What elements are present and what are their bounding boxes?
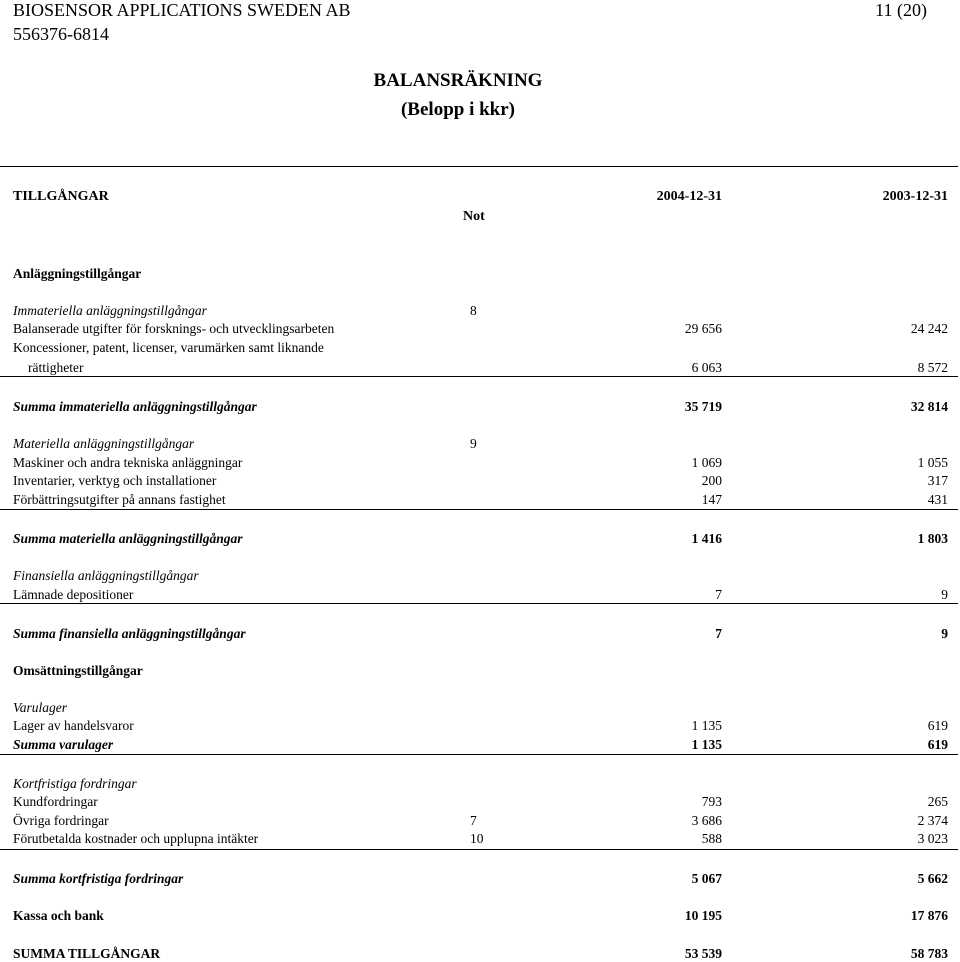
table-row (0, 718, 960, 734)
page-number: 11 (20) (875, 0, 927, 20)
header-divider (0, 166, 958, 167)
subtotal-rule (0, 509, 958, 510)
row-label: Summa immateriella anläggningstillgångar (13, 399, 257, 414)
row-label: Kassa och bank (13, 908, 104, 923)
row-value-2003: 2 374 (917, 813, 948, 828)
row-value-2003: 619 (927, 718, 948, 733)
row-label: Övriga fordringar (13, 813, 109, 828)
row-label: Förbättringsutgifter på annans fastighet (13, 492, 226, 507)
table-row (0, 340, 960, 356)
row-value-2003: 317 (927, 473, 948, 488)
row-label: Materiella anläggningstillgångar (13, 436, 195, 451)
row-value-2003: 1 055 (917, 455, 948, 470)
row-value-2003: 58 783 (910, 946, 948, 961)
row-label: Lager av handelsvaror (13, 718, 134, 733)
row-label: Summa materiella anläggningstillgångar (13, 531, 243, 546)
row-note: 10 (470, 831, 484, 846)
row-value-2003: 24 242 (910, 321, 948, 336)
table-row (0, 321, 960, 337)
row-label: Finansiella anläggningstillgångar (13, 568, 199, 583)
table-row (0, 626, 960, 642)
row-value-2003: 431 (927, 492, 948, 507)
row-note: 9 (470, 436, 477, 451)
table-row (0, 776, 960, 792)
row-label: Kundfordringar (13, 794, 98, 809)
row-value-2004: 147 (701, 492, 722, 507)
row-value-2004: 7 (715, 626, 722, 641)
column-header-date2: 2003-12-31 (882, 189, 948, 204)
table-row (0, 813, 960, 829)
row-value-2003: 265 (927, 794, 948, 809)
row-value-2004: 29 656 (684, 321, 722, 336)
row-value-2004: 1 135 (691, 718, 722, 733)
row-label: Summa finansiella anläggningstillgångar (13, 626, 246, 641)
row-label: SUMMA TILLGÅNGAR (13, 946, 161, 961)
table-row (0, 303, 960, 319)
table-row (0, 587, 960, 603)
row-value-2003: 1 803 (917, 531, 948, 546)
row-label: Summa kortfristiga fordringar (13, 871, 184, 886)
row-value-2003: 9 (941, 626, 948, 641)
company-name: BIOSENSOR APPLICATIONS SWEDEN AB (13, 0, 351, 20)
subtotal-rule (0, 754, 958, 755)
row-label: Koncessioner, patent, licenser, varumärken samt liknande (13, 340, 324, 355)
row-label: Omsättningstillgångar (13, 663, 143, 678)
row-value-2004: 1 416 (691, 531, 722, 546)
row-label: Immateriella anläggningstillgångar (13, 303, 207, 318)
row-value-2004: 793 (701, 794, 722, 809)
row-note: 8 (470, 303, 477, 318)
row-value-2003: 5 662 (917, 871, 948, 886)
row-value-2003: 9 (941, 587, 948, 602)
row-label: Varulager (13, 700, 67, 715)
table-row (0, 266, 960, 282)
row-value-2004: 35 719 (684, 399, 722, 414)
row-value-2004: 3 686 (691, 813, 722, 828)
table-row (0, 700, 960, 716)
row-value-2004: 6 063 (691, 360, 722, 375)
row-label: Anläggningstillgångar (13, 266, 142, 281)
subtotal-rule (0, 849, 958, 850)
row-label: Balanserade utgifter för forsknings- och utvecklingsarbeten (13, 321, 335, 336)
row-value-2003: 3 023 (917, 831, 948, 846)
row-label: Kortfristiga fordringar (13, 776, 137, 791)
section-heading: TILLGÅNGAR (13, 189, 109, 204)
row-value-2004: 1 069 (691, 455, 722, 470)
row-label: rättigheter (28, 360, 84, 375)
column-header-note: Not (463, 209, 485, 224)
row-label: Förutbetalda kostnader och upplupna intäkter (13, 831, 259, 846)
org-number: 556376-6814 (13, 24, 109, 44)
table-row (0, 531, 960, 547)
table-row (0, 908, 960, 924)
row-label: Summa varulager (13, 737, 114, 752)
row-value-2004: 53 539 (684, 946, 722, 961)
table-row (0, 831, 960, 847)
table-row (0, 794, 960, 810)
subtotal-rule (0, 376, 958, 377)
row-value-2003: 619 (927, 737, 948, 752)
table-row (0, 492, 960, 508)
row-label: Inventarier, verktyg och installationer (13, 473, 217, 488)
row-label: Lämnade depositioner (13, 587, 134, 602)
row-value-2004: 588 (701, 831, 722, 846)
row-value-2003: 17 876 (910, 908, 948, 923)
page-subtitle: (Belopp i kkr) (400, 99, 516, 120)
row-value-2004: 5 067 (691, 871, 722, 886)
table-row (0, 436, 960, 452)
table-row (0, 663, 960, 679)
row-value-2003: 32 814 (910, 399, 948, 414)
table-row (0, 568, 960, 584)
row-note: 7 (470, 813, 477, 828)
row-label: Maskiner och andra tekniska anläggningar (13, 455, 243, 470)
row-value-2004: 7 (715, 587, 722, 602)
page-title: BALANSRÄKNING (373, 70, 543, 91)
table-row (0, 737, 960, 753)
row-value-2004: 200 (701, 473, 722, 488)
column-header-date1: 2004-12-31 (656, 189, 722, 204)
row-value-2004: 10 195 (684, 908, 722, 923)
table-row (0, 360, 960, 376)
table-row (0, 871, 960, 887)
table-row (0, 399, 960, 415)
subtotal-rule (0, 603, 958, 604)
row-value-2004: 1 135 (691, 737, 722, 752)
row-value-2003: 8 572 (917, 360, 948, 375)
table-row (0, 455, 960, 471)
table-row (0, 473, 960, 489)
